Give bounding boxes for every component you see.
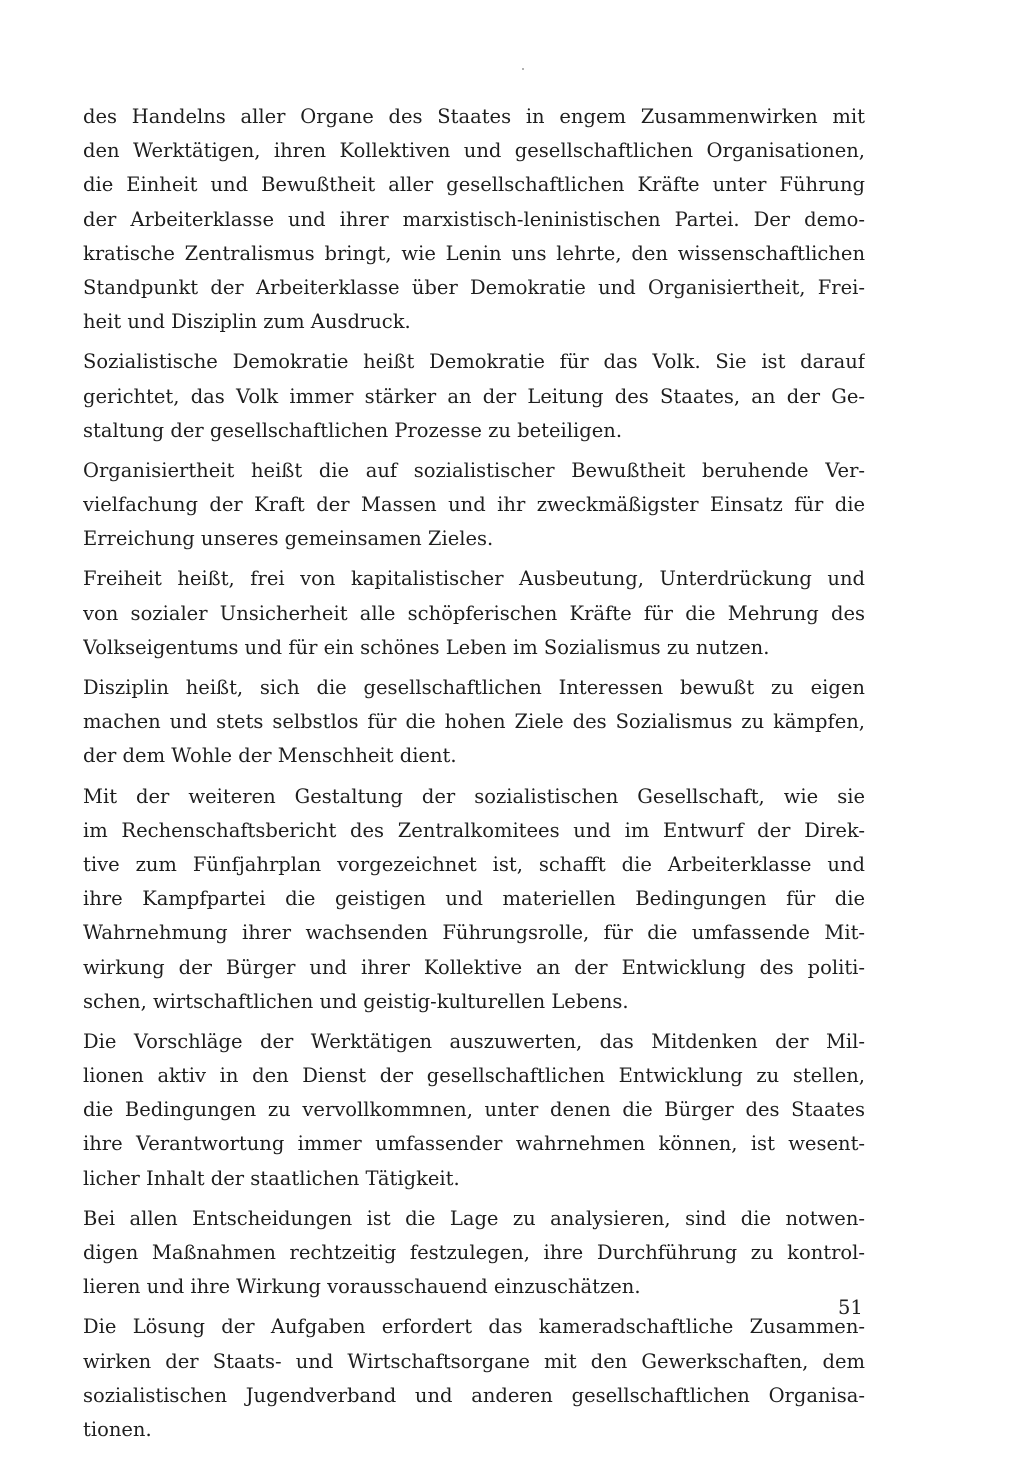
text-line: vielfachung der Kraft der Massen und ihr zweckmäßigster Einsatz für die — [83, 493, 865, 517]
text-line: Wahrnehmung ihrer wachsenden Führungsrolle, für die umfassende Mit- — [83, 921, 865, 945]
paragraph-7 — [83, 1025, 865, 1196]
text-line: Freiheit heißt, frei von kapitalistischer Ausbeutung, Unterdrückung und — [83, 567, 865, 591]
paragraph-8 — [83, 1202, 865, 1305]
text-line: Bei allen Entscheidungen ist die Lage zu analysieren, sind die notwen- — [83, 1206, 865, 1230]
paragraph-3 — [83, 454, 865, 557]
text-line: tive zum Fünfjahrplan vorgezeichnet ist, schafft die Arbeiterklasse und — [83, 852, 865, 876]
text-line: staltung der gesellschaftlichen Prozesse zu beteiligen. — [83, 418, 623, 442]
text-line: kratische Zentralismus bringt, wie Lenin uns lehrte, den wissenschaftlichen — [83, 241, 865, 265]
body-text — [83, 100, 865, 1453]
text-line: gerichtet, das Volk immer stärker an der Leitung des Staates, an der Ge- — [83, 384, 865, 408]
text-line: den Werktätigen, ihren Kollektiven und gesellschaftlichen Organisationen, — [83, 139, 865, 163]
text-line: ihre Kampfpartei die geistigen und materiellen Bedingungen für die — [83, 887, 865, 911]
text-line: die Einheit und Bewußtheit aller gesellschaftlichen Kräfte unter Führung — [83, 173, 865, 197]
text-line: digen Maßnahmen rechtzeitig festzulegen, ihre Durchführung zu kontrol- — [83, 1241, 865, 1264]
text-line: wirkung der Bürger und ihrer Kollektive an der Entwicklung des politi- — [83, 955, 865, 979]
text-line: lieren und ihre Wirkung vorausschauend einzuschätzen. — [83, 1275, 641, 1299]
text-line: Mit der weiteren Gestaltung der sozialistischen Gesellschaft, wie sie — [83, 784, 865, 808]
text-line: Disziplin heißt, sich die gesellschaftlichen Interessen bewußt zu eigen — [83, 676, 865, 699]
text-line: wirken der Staats- und Wirtschaftsorgane mit den Gewerkschaften, dem — [83, 1349, 865, 1373]
text-line: licher Inhalt der staatlichen Tätigkeit. — [83, 1166, 460, 1190]
text-line: Standpunkt der Arbeiterklasse über Demokratie und Organisiertheit, Frei- — [83, 275, 865, 299]
text-line: sozialistischen Jugendverband und anderen gesellschaftlichen Organisa- — [83, 1383, 865, 1407]
text-line: Die Lösung der Aufgaben erfordert das kameradschaftliche Zusammen- — [83, 1315, 865, 1339]
text-line: Erreichung unseres gemeinsamen Zieles. — [83, 527, 494, 551]
text-line: lionen aktiv in den Dienst der gesellschaftlichen Entwicklung zu stellen, — [83, 1064, 865, 1088]
print-speck — [522, 68, 524, 70]
text-line: Volkseigentums und für ein schönes Leben im Sozialismus zu nutzen. — [83, 635, 770, 659]
paragraph-4 — [83, 562, 865, 665]
text-line: machen und stets selbstlos für die hohen Ziele des Sozialismus zu kämpfen, — [83, 710, 865, 734]
text-line: Die Vorschläge der Werktätigen auszuwerten, das Mitdenken der Mil- — [83, 1029, 865, 1053]
text-line: von sozialer Unsicherheit alle schöpferischen Kräfte für die Mehrung des — [83, 601, 865, 625]
text-line: tionen. — [83, 1417, 152, 1441]
text-line: Sozialistische Demokratie heißt Demokratie für das Volk. Sie ist darauf — [83, 350, 865, 374]
paragraph-6 — [83, 780, 865, 1019]
text-line: heit und Disziplin zum Ausdruck. — [83, 310, 411, 334]
text-line: im Rechenschaftsbericht des Zentralkomitees und im Entwurf der Direk- — [83, 818, 865, 842]
paragraph-2 — [83, 345, 865, 448]
text-line: des Handelns aller Organe des Staates in engem Zusammenwirken mit — [83, 105, 865, 128]
paragraph-1 — [83, 100, 865, 339]
text-line: schen, wirtschaftlichen und geistig-kulturellen Lebens. — [83, 989, 629, 1013]
text-line: die Bedingungen zu vervollkommnen, unter denen die Bürger des Staates — [83, 1098, 865, 1122]
paragraph-5 — [83, 671, 865, 774]
page-number: 51 — [838, 1296, 863, 1319]
text-line: ihre Verantwortung immer umfassender wahrnehmen können, ist wesent- — [83, 1132, 865, 1156]
paragraph-9 — [83, 1310, 865, 1447]
text-line: der dem Wohle der Menschheit dient. — [83, 744, 457, 768]
text-line: der Arbeiterklasse und ihrer marxistisch-leninistischen Partei. Der demo- — [83, 207, 865, 231]
text-line: Organisiertheit heißt die auf sozialistischer Bewußtheit beruhende Ver- — [83, 458, 865, 482]
